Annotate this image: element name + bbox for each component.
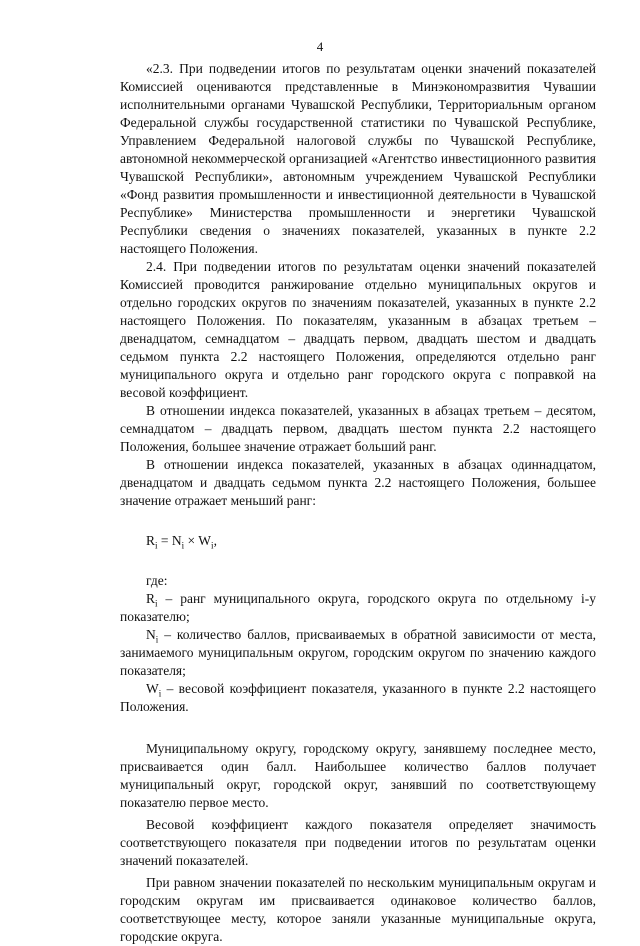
where-label: где: [146, 573, 168, 588]
definition-n [120, 626, 596, 680]
formula-r-sub: i [155, 540, 158, 551]
definition-w-symbol: W [146, 681, 159, 696]
paragraph-equal-values: При равном значении показателей по нескольким муниципальным округам и городским округам им присваивается одинаковое количество баллов, соответствующее месту, которое заняли указанные муниципальные округа, городские округа. [120, 875, 596, 944]
definition-n-symbol: N [146, 627, 156, 642]
formula-w-sub: i [211, 540, 214, 551]
paragraph-2-4: 2.4. При подведении итогов по результатам оценки значений показателей Комиссией проводится ранжирование отдельно муниципальных округов и отдельно городских округов по значениям показателей, указанных в пункте 2.2 настоящего Положения. По показателям, указанным в абзацах третьем – двенадцатом, семнадцатом – двадцать первом, двадцать шестом и двадцать седьмом пункта 2.2 настоящего Положения, определяются отдельно ранг муниципального округа и отдельно ранг городского округа с поправкой на весовой коэффициент. [120, 259, 596, 400]
paragraph-weight-coefficient: Весовой коэффициент каждого показателя определяет значимость соответствующего показателя при подведении итогов по результатам оценки значений показателей. [120, 817, 596, 868]
paragraph-lesser-rank: В отношении индекса показателей, указанных в абзацах одиннадцатом, двенадцатом и двадцать седьмом пункта 2.2 настоящего Положения, большее значение отражает меньший ранг: [120, 457, 596, 508]
definition-r [120, 590, 596, 626]
formula-n-sub: i [181, 540, 185, 551]
definition-w-sub: i [158, 688, 162, 699]
definition-w [120, 680, 596, 716]
formula-times: × [184, 533, 199, 548]
formula-r: R [146, 533, 156, 548]
formula-end: , [213, 533, 217, 548]
document-body [120, 60, 596, 946]
paragraph-2-3: «2.3. При подведении итогов по результатам оценки значений показателей Комиссией оцениваются представленные в Минэкономразвития Чувашии исполнительными органами Чувашской Республики, Территориальным органом Федеральной службы государственной статистики по Чувашской Республике, Управлением Федеральной налоговой службы по Чувашской Республике, автономной некоммерческой организацией «Агентство инвестиционного развития Чувашской Республики», автономным учреждением Чувашской Республики «Фонд развития промышленности и инвестиционной деятельности в Чувашской Республике» Министерства промышленности и энергетики Чувашской Республики сведения о значениях показателей, указанных в пункте 2.2 настоящего Положения. [120, 61, 596, 256]
page-number: 4 [316, 39, 324, 54]
definition-r-sub: i [155, 598, 158, 609]
formula-w: W [198, 533, 212, 548]
definition-r-text: – ранг муниципального округа, городского округа по отдельному i-у показателю; [120, 591, 596, 624]
paragraph-greater-rank: В отношении индекса показателей, указанных в абзацах третьем – десятом, семнадцатом – двадцать первом, двадцать шестом пункта 2.2 настоящего Положения, большее значение отражает больший ранг. [120, 403, 596, 454]
definition-w-text: – весовой коэффициент показателя, указанного в пункте 2.2 настоящего Положения. [120, 681, 596, 714]
paragraph-last-place: Муниципальному округу, городскому округу, занявшему последнее место, присваивается один балл. Наибольшее количество баллов получает муниципальный округ, городской округ, занявший по соответствующему показателю первое место. [120, 741, 596, 810]
definition-r-symbol: R [146, 591, 156, 606]
rank-formula [146, 532, 596, 550]
definition-n-text: – количество баллов, присваиваемых в обратной зависимости от места, занимаемого муниципальным округом, городским округом по значению каждого показателя; [120, 627, 596, 678]
definition-n-sub: i [155, 634, 159, 645]
formula-eq: = [157, 533, 172, 548]
formula-n: N [171, 533, 182, 548]
